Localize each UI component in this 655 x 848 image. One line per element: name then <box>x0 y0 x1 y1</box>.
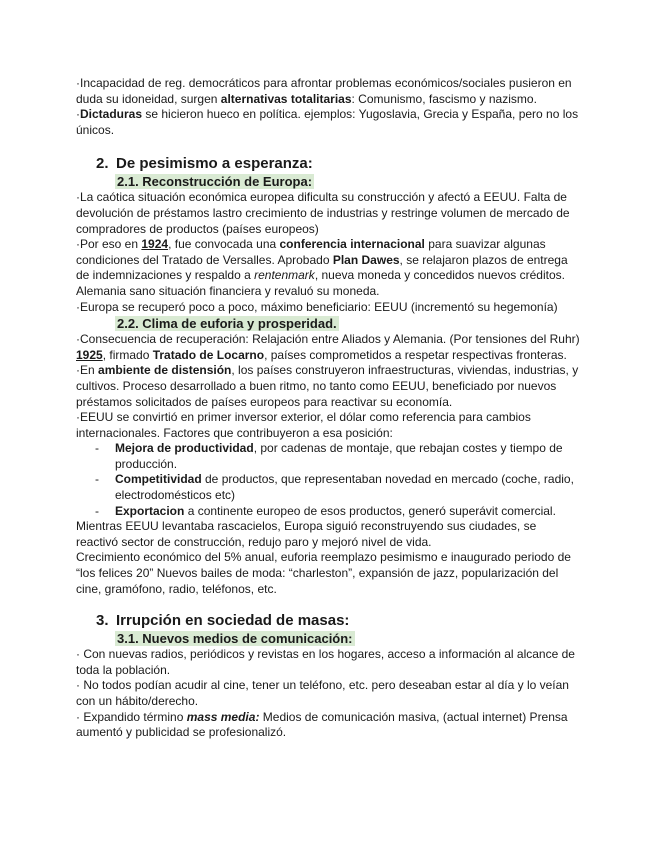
paragraph-3-1-b: · No todos podían acudir al cine, tener un teléfono, etc. pero deseaban estar al día y lo veían con un hábito/derecho. <box>76 678 569 708</box>
factors-list <box>76 441 581 519</box>
list-item: - Exportacion a continente europeo de esos productos, generó superávit comercial. <box>76 504 581 520</box>
section-3-1-heading: 3.1. Nuevos medios de comunicación: <box>117 631 353 647</box>
paragraph-2-2-b: ·En ambiente de distensión, los países construyeron infraestructuras, viviendas, industrias, y cultivos. Proceso desarrollado a buen ritmo, no tanto como EEUU, beneficiado por nuevos préstamos solicitados de países europeos para reactivar su economía. <box>76 363 579 409</box>
paragraph-3-1-c: · Expandido término mass media: Medios de comunicación masiva, (actual internet) Prensa aumentó y publicidad se profesionalizó. <box>76 709 568 740</box>
paragraph-2-1-c: ·Europa se recuperó poco a poco, máximo beneficiario: EEUU (incrementó su hegemonía) <box>76 299 558 314</box>
paragraph-2-2-e: Crecimiento económico del 5% anual, euforia reemplazo pesimismo e inaugurado periodo de “los felices 20” Nuevos bailes de moda: “charleston”, expansión de jazz, popularización del cine, gramófono, radio, teléfonos, etc. <box>76 550 571 596</box>
paragraph-2-2-a: ·Consecuencia de recuperación: Relajación entre Aliados y Alemania. (Por tensiones del Ruhr) 1925, firmado Tratado de Locarno, países comprometidos a respetar respectivas fronteras. <box>76 332 580 362</box>
intro-paragraph-1: ·Incapacidad de reg. democráticos para afrontar problemas económicos/sociales pusieron en duda su idoneidad, surgen alternativas totalitarias: Comunismo, fascismo y nazismo. <box>76 76 572 106</box>
paragraph-2-2-d: Mientras EEUU levantaba rascacielos, Europa siguió reconstruyendo sus ciudades, se reactivó sector de construcción, redujo paro y mejoró nivel de vida. <box>76 519 537 549</box>
section-2-2-heading: 2.2. Clima de euforia y prosperidad. <box>117 316 337 332</box>
list-item: - Competitividad de productos, que representaban novedad en mercado (coche, radio, electrodomésticos etc) <box>76 472 581 503</box>
section-2-heading: 2. De pesimismo a esperanza: <box>96 155 313 173</box>
intro-paragraph-2: ·Dictaduras se hicieron hueco en política. ejemplos: Yugoslavia, Grecia y España, pero no los únicos. <box>76 107 579 137</box>
paragraph-2-2-c: ·EEUU se convirtió en primer inversor exterior, el dólar como referencia para cambios internacionales. Factores que contribuyeron a esa posición: <box>76 410 531 440</box>
paragraph-2-1-a: ·La caótica situación económica europea dificulta su construcción y afectó a EEUU. Falta de devolución de préstamos lastro crecimiento de industrias y restringe volumen de mercado de compradores de productos (países europeos) <box>76 190 570 236</box>
section-2-1-heading: 2.1. Reconstrucción de Europa: <box>117 174 313 190</box>
document-page <box>76 76 581 741</box>
list-item: - Mejora de productividad, por cadenas de montaje, que rebajan costes y tiempo de producción. <box>76 441 581 472</box>
paragraph-2-1-b: ·Por eso en 1924, fue convocada una conferencia internacional para suavizar algunas condiciones del Tratado de Versalles. Aprobado Plan Dawes, se relajaron plazos de entrega de indemnizaciones y respaldo a rentenmark, nueva moneda y concedidos nuevos créditos. Alemania sano situación financiera y revaluó su moneda. <box>76 237 568 298</box>
paragraph-3-1-a: · Con nuevas radios, periódicos y revistas en los hogares, acceso a información al alcance de toda la población. <box>76 647 575 677</box>
section-3-heading: 3. Irrupción en sociedad de masas: <box>96 612 350 630</box>
